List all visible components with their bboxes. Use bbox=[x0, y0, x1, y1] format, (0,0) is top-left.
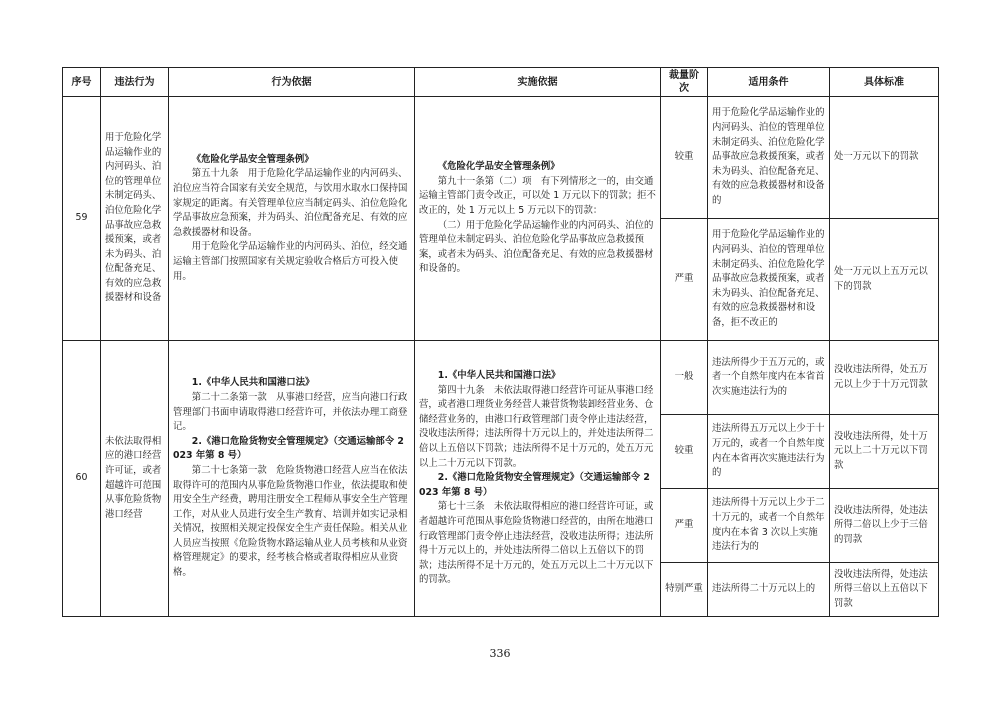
row-59-level-2: 严重 bbox=[661, 219, 708, 341]
header-implementation: 实施依据 bbox=[415, 68, 661, 97]
row-60-violation: 未依法取得相应的港口经营许可证，或者超越许可范围从事危险货物港口经营 bbox=[101, 341, 169, 617]
row-59-implementation bbox=[415, 97, 661, 341]
row-60-impl-para-2: 第七十三条 未依法取得相应的港口经营许可证，或者超越许可范围从事危险货物港口经营的，由所在地港口行政管理部门责令停止违法经营，没收违法所得；违法所得十万元以上的，并处违法所得二倍以上五倍以下的罚款；违法所得不足十万元的，处五万元以上二十万元以下的罚款。 bbox=[419, 501, 654, 586]
row-59-level-1: 较重 bbox=[661, 97, 708, 219]
header-index: 序号 bbox=[63, 68, 101, 97]
row-60-basis-para-1: 第二十二条第一款 从事港口经营，应当向港口行政管理部门书面申请取得港口经营许可，并依法办理工商登记。 bbox=[173, 391, 408, 433]
row-59-condition-1: 用于危险化学品运输作业的内河码头、泊位的管理单位未制定码头、泊位危险化学品事故应急救援预案，或者未为码头、泊位配备充足、有效的应急救援器材和设备的 bbox=[708, 97, 830, 219]
row-60-basis-title-2: 2.《港口危险货物安全管理规定》（交通运输部令 2023 年第 8 号） bbox=[173, 435, 404, 462]
row-59-impl-para-2: （二）用于危险化学品运输作业的内河码头、泊位的管理单位未制定码头、泊位危险化学品事故应急救援预案，或者未为码头、泊位配备充足、有效的应急救援器材和设备的。 bbox=[419, 219, 654, 275]
row-60-impl-title-2: 2.《港口危险货物安全管理规定》（交通运输部令 2023 年第 8 号） bbox=[419, 472, 650, 498]
penalty-discretion-table bbox=[62, 67, 939, 617]
row-60-standard-1: 没收违法所得，处五万元以上少于十万元罚款 bbox=[830, 341, 939, 415]
row-60-impl-para-1: 第四十九条 未依法取得港口经营许可证从事港口经营，或者港口理货业务经营人兼营货物装卸经营业务、仓储经营业务的，由港口行政管理部门责令停止违法经营，没收违法所得；违法所得十万元以上的，并处违法所得二倍以上五倍以下罚款；违法所得不足十万元的，处五万元以上二十万元以下罚款。 bbox=[419, 384, 654, 469]
row-59-index: 59 bbox=[63, 97, 101, 341]
header-basis: 行为依据 bbox=[169, 68, 415, 97]
row-60-level-2: 较重 bbox=[661, 415, 708, 489]
row-59-impl-para-1: 第九十一条第（二）项 有下列情形之一的，由交通运输主管部门责令改正，可以处 1 万元以下的罚款；拒不改正的，处 1 万元以上 5 万元以下的罚款： bbox=[419, 175, 656, 216]
row-60-standard-3: 没收违法所得，处违法所得二倍以上少于三倍的罚款 bbox=[830, 489, 939, 563]
row-60-implementation bbox=[415, 341, 661, 617]
row-59-violation: 用于危险化学品运输作业的内河码头、泊位的管理单位未制定码头、泊位危险化学品事故应急救援预案，或者未为码头、泊位配备充足、有效的应急救援器材和设备 bbox=[101, 97, 169, 341]
row-60-standard-2: 没收违法所得，处十万元以上二十万元以下罚款 bbox=[830, 415, 939, 489]
row-60-basis-para-2: 第二十七条第一款 危险货物港口经营人应当在依法取得许可的范围内从事危险货物港口作业，依法提取和使用安全生产经费，聘用注册安全工程师从事安全生产管理工作，对从业人员进行安全生产教育、培训并如实记录相关情况，按照相关规定投保安全生产责任保险。相关从业人员应当按照《危险货物水路运输从业人员考核和从业资格管理规定》的要求，经考核合格或者取得相应从业资格。 bbox=[173, 464, 408, 579]
row-60-condition-1: 违法所得少于五万元的，或者一个自然年度内在本省首次实施违法行为的 bbox=[708, 341, 830, 415]
row-60-condition-3: 违法所得十万元以上少于二十万元的，或者一个自然年度内在本省 3 次以上实施违法行为的 bbox=[708, 489, 830, 563]
row-59-basis-para-2: 用于危险化学品运输作业的内河码头、泊位，经交通运输主管部门按照国家有关规定验收合格后方可投入使用。 bbox=[173, 241, 408, 282]
table-header-row bbox=[63, 68, 939, 97]
row-60-basis-title-1: 1.《中华人民共和国港口法》 bbox=[191, 377, 315, 389]
row-59-basis-para-1: 第五十九条 用于危险化学品运输作业的内河码头、泊位应当符合国家有关安全规范，与饮用水取水口保持国家规定的距离。有关管理单位应当制定码头、泊位危险化学品事故应急预案，并为码头、泊位配备充足、有效的应急救援器材和设备。 bbox=[173, 168, 408, 238]
header-level: 裁量阶次 bbox=[661, 68, 708, 97]
row-60-basis bbox=[169, 341, 415, 617]
row-59-standard-2: 处一万元以上五万元以下的罚款 bbox=[830, 219, 939, 341]
row-60-impl-title-1: 1.《中华人民共和国港口法》 bbox=[437, 370, 561, 382]
row-60-standard-4: 没收违法所得，处违法所得三倍以上五倍以下罚款 bbox=[830, 563, 939, 617]
row-60-condition-4: 违法所得二十万元以上的 bbox=[708, 563, 830, 617]
row-60-level-4: 特别严重 bbox=[661, 563, 708, 617]
row-59-standard-1: 处一万元以下的罚款 bbox=[830, 97, 939, 219]
row-60-condition-2: 违法所得五万元以上少于十万元的，或者一个自然年度内在本省再次实施违法行为的 bbox=[708, 415, 830, 489]
header-standard: 具体标准 bbox=[830, 68, 939, 97]
header-violation: 违法行为 bbox=[101, 68, 169, 97]
header-condition: 适用条件 bbox=[708, 68, 830, 97]
page-number: 336 bbox=[489, 647, 511, 660]
table-row bbox=[63, 97, 939, 219]
row-59-basis bbox=[169, 97, 415, 341]
row-60-level-3: 严重 bbox=[661, 489, 708, 563]
row-59-basis-title: 《危险化学品安全管理条例》 bbox=[191, 153, 314, 165]
row-59-impl-title: 《危险化学品安全管理条例》 bbox=[437, 161, 560, 173]
row-60-index: 60 bbox=[63, 341, 101, 617]
table-row bbox=[63, 341, 939, 415]
row-59-condition-2: 用于危险化学品运输作业的内河码头、泊位的管理单位未制定码头、泊位危险化学品事故应急救援预案，或者未为码头、泊位配备充足、有效的应急救援器材和设备，拒不改正的 bbox=[708, 219, 830, 341]
row-60-level-1: 一般 bbox=[661, 341, 708, 415]
